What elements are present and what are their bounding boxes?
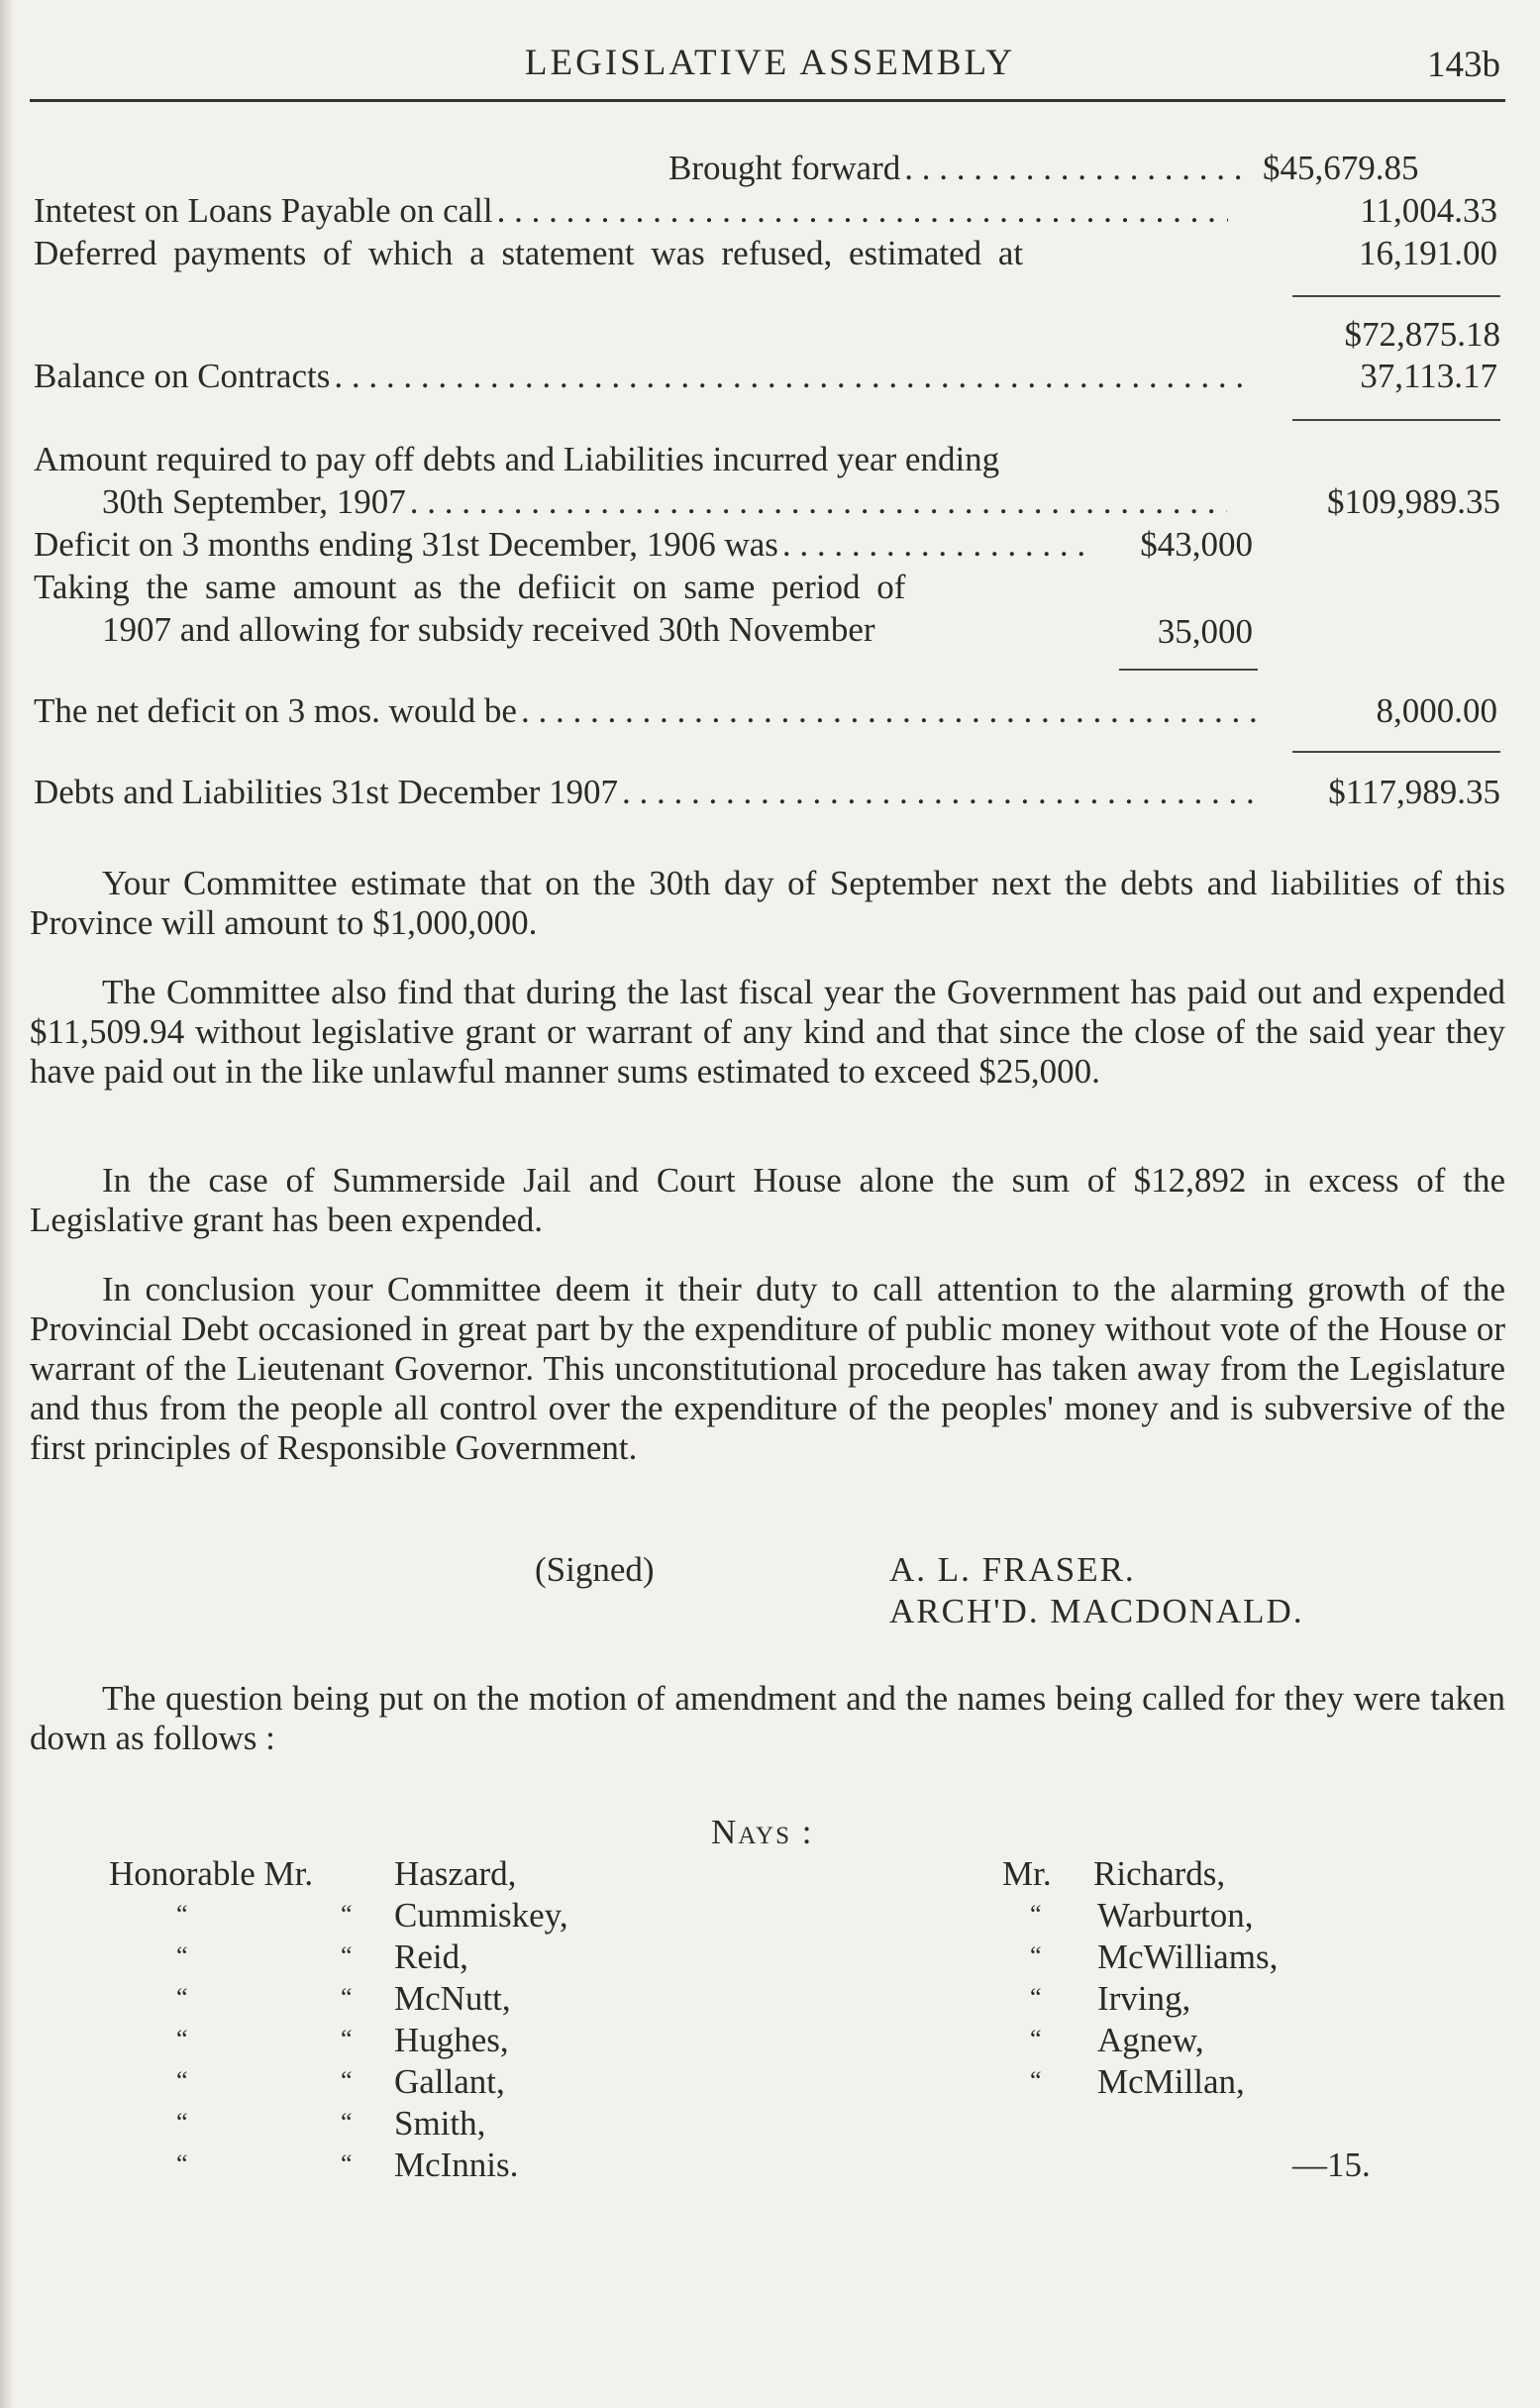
ditto-mark: “	[341, 2108, 353, 2137]
balance-contracts-amount: 37,113.17	[1360, 357, 1497, 395]
left-prefix: Honorable Mr.	[109, 1854, 314, 1893]
amount-required-line2	[102, 482, 1231, 522]
ditto-mark: “	[341, 2025, 353, 2053]
taking-amount: 35,000	[1157, 612, 1253, 651]
signatory-1: A. L. FRASER.	[889, 1550, 1136, 1589]
nay-left-4: Hughes,	[394, 2021, 509, 2059]
deficit-rule	[1119, 669, 1258, 671]
page-edge-shadow	[0, 0, 14, 2408]
nay-left-1: Cummiskey,	[394, 1896, 568, 1935]
interest-line	[34, 191, 1232, 231]
ditto-mark: “	[341, 2149, 353, 2178]
subtotal-amount: $72,875.18	[1344, 315, 1500, 354]
brought-forward-line	[668, 149, 1253, 188]
ditto-mark: “	[176, 1983, 188, 2012]
paragraph-expenditure: The Committee also find that during the last fiscal year the Government has paid out and expended $11,509.94 without legislative grant or warrant of any kind and that since the close of the said year they have paid out in the like unlawful manner sums estimated to exceed $25,000.	[30, 973, 1505, 1091]
ditto-mark: “	[176, 2066, 188, 2095]
brought-forward-amount: $45,679.85	[1263, 149, 1419, 187]
subtotal-rule	[1292, 295, 1500, 297]
deferred-line	[34, 234, 1262, 273]
nay-right-5: McMillan,	[1097, 2062, 1245, 2101]
deferred-label: Deferred payments of which a statement was refused, estimated at	[34, 234, 1024, 272]
amount-required-date: 30th September, 1907	[102, 482, 406, 521]
net-deficit-line	[34, 691, 1262, 731]
nay-right-0: Richards,	[1093, 1854, 1226, 1893]
ditto-mark: “	[176, 2108, 188, 2137]
nay-right-3: Irving,	[1097, 1979, 1191, 2018]
brought-forward-label: Brought forward	[668, 149, 901, 187]
ditto-mark: “	[1030, 2066, 1042, 2095]
paragraph-question: The question being put on the motion of amendment and the names being called for they were taken down as follows :	[30, 1679, 1505, 1757]
page-number: 143b	[1427, 45, 1500, 85]
taking-line2: 1907 and allowing for subsidy received 30th November	[102, 610, 875, 649]
nay-left-2: Reid,	[394, 1937, 468, 1976]
nay-left-3: McNutt,	[394, 1979, 511, 2018]
net-deficit-rule	[1292, 751, 1500, 753]
header-rule	[30, 99, 1505, 102]
signed-label: (Signed)	[535, 1550, 655, 1589]
nays-total: —15.	[1292, 2146, 1371, 2184]
paragraph-summerside: In the case of Summerside Jail and Court House alone the sum of $12,892 in excess of the Legislative grant has been expended.	[30, 1161, 1505, 1239]
balance-contracts-line	[34, 357, 1247, 396]
balance-contracts-label: Balance on Contracts	[34, 357, 331, 395]
ditto-mark: “	[341, 1983, 353, 2012]
amount-required-line1: Amount required to pay off debts and Liabilities incurred year ending	[34, 440, 1000, 478]
amount-required-amount: $109,989.35	[1327, 482, 1500, 521]
deficit-amount: $43,000	[1140, 525, 1253, 564]
deficit-line	[34, 525, 1098, 565]
nay-right-4: Agnew,	[1097, 2021, 1204, 2059]
right-prefix: Mr.	[1002, 1854, 1052, 1893]
nay-left-7: McInnis.	[394, 2146, 519, 2184]
running-title: LEGISLATIVE ASSEMBLY	[524, 43, 1016, 83]
nay-left-0: Haszard,	[394, 1854, 517, 1893]
deficit-label: Deficit on 3 months ending 31st December, 1906 was	[34, 525, 778, 564]
debts-total-label: Debts and Liabilities 31st December 1907	[34, 773, 618, 811]
ditto-mark: “	[341, 1941, 353, 1970]
paragraph-conclusion: In conclusion your Committee deem it their duty to call attention to the alarming growth of the Provincial Debt occasioned in great part by the expenditure of public money without vote of the House or warrant of the Lieutenant Governor. This unconstitutional procedure has taken away from the Legislature and thus from the people all control over the expenditure of the peoples' money and is subversive of the first principles of Responsible Government.	[30, 1270, 1505, 1467]
taking-line1: Taking the same amount as the defiicit on same period of	[34, 568, 906, 606]
interest-amount: 11,004.33	[1360, 191, 1497, 230]
balance-rule	[1292, 419, 1500, 421]
interest-label: Intetest on Loans Payable on call	[34, 191, 493, 230]
ditto-mark: “	[341, 1900, 353, 1929]
ditto-mark: “	[1030, 1941, 1042, 1970]
ditto-mark: “	[341, 2066, 353, 2095]
nay-left-6: Smith,	[394, 2104, 486, 2143]
ditto-mark: “	[176, 2025, 188, 2053]
ditto-mark: “	[176, 2149, 188, 2178]
signatory-2: ARCH'D. MACDONALD.	[889, 1592, 1304, 1630]
nays-heading: Nays :	[711, 1813, 814, 1851]
paragraph-estimate: Your Committee estimate that on the 30th day of September next the debts and liabilities of this Province will amount to $1,000,000.	[30, 864, 1505, 942]
ditto-mark: “	[176, 1941, 188, 1970]
nay-left-5: Gallant,	[394, 2062, 505, 2101]
ditto-mark: “	[176, 1900, 188, 1929]
debts-total-line	[34, 773, 1262, 812]
net-deficit-amount: 8,000.00	[1376, 691, 1497, 730]
ditto-mark: “	[1030, 1983, 1042, 2012]
net-deficit-label: The net deficit on 3 mos. would be	[34, 691, 517, 730]
ditto-mark: “	[1030, 1900, 1042, 1929]
nay-right-1: Warburton,	[1097, 1896, 1254, 1935]
debts-total-amount: $117,989.35	[1328, 773, 1500, 811]
deferred-amount: 16,191.00	[1359, 234, 1497, 272]
ditto-mark: “	[1030, 2025, 1042, 2053]
nay-right-2: McWilliams,	[1097, 1937, 1279, 1976]
